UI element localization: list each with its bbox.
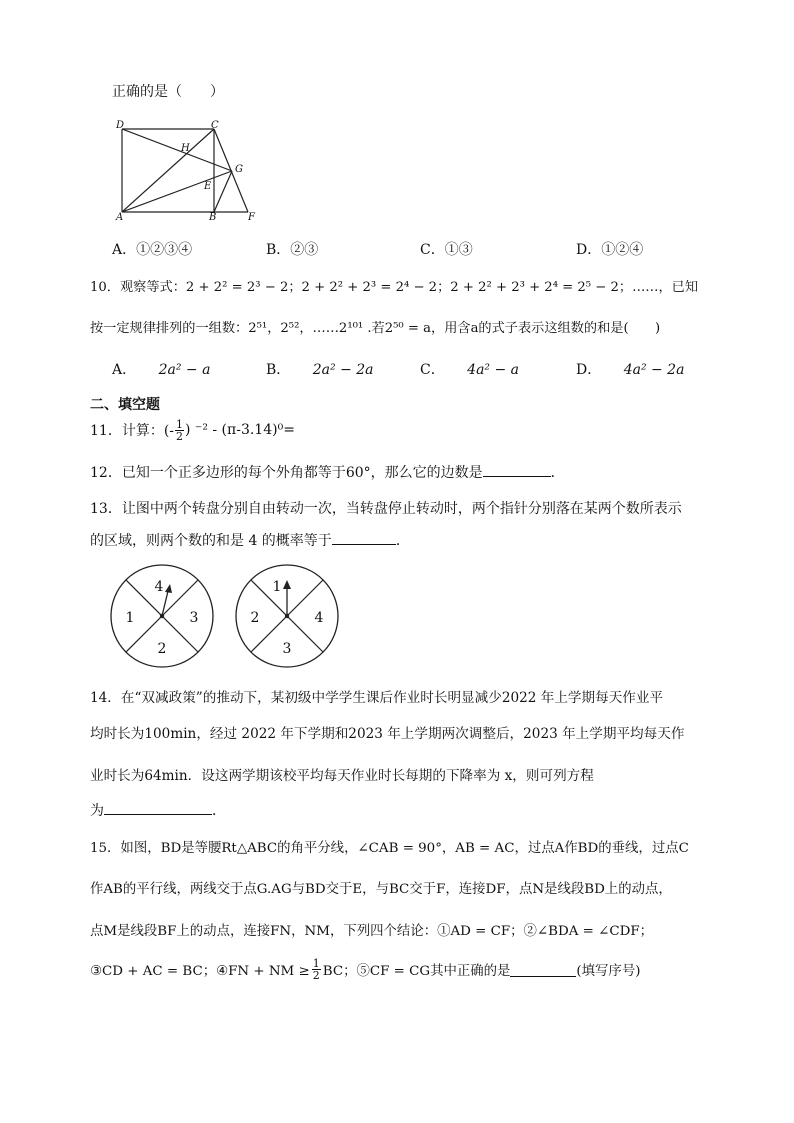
spinner-1-region-bottom: 2 (157, 641, 167, 657)
fraction-denominator: 2 (312, 968, 320, 982)
q15-line-4-b: BC；⑤CF = CG其中正确的是 (322, 963, 511, 979)
q15-answer-blank[interactable] (510, 962, 576, 977)
q13-end: ． (395, 533, 410, 549)
option-letter: C． (420, 362, 445, 378)
option-letter: A． (112, 362, 137, 378)
q15-line-3: 点M是线段BF上的动点，连接FN，NM，下列四个结论：①AD = CF；②∠BDA = ∠CDF； (90, 924, 654, 939)
label-b: B (209, 212, 217, 223)
q12-answer-blank[interactable] (483, 462, 551, 477)
q10-option-d (576, 359, 684, 379)
q10-option-b (266, 359, 374, 379)
spinner-1-region-top: 4 (154, 579, 164, 595)
option-letter: D． (576, 242, 602, 258)
q14-line-3: 业时长为64min．设这两学期该校平均每天作业时长每期的下降率为 x，则可列方程 (90, 768, 594, 784)
q12 (90, 462, 565, 482)
q10-line-1: 10．观察等式：2 + 2² = 2³ − 2；2 + 2² + 2³ = 2⁴ − 2；2 + 2² + 2³ + 2⁴ = 2⁵ − 2；……，已知 (90, 280, 699, 295)
q9-option-c (420, 239, 473, 259)
option-letter: D． (576, 362, 602, 378)
spinner-2-region-top: 1 (272, 579, 282, 595)
q9-option-b (266, 239, 318, 259)
spinner-2-region-right: 4 (314, 610, 324, 626)
q15-line-4-a: ③CD + AC = BC；④FN + NM ≥ (90, 963, 310, 979)
q14-end: ． (212, 803, 226, 819)
option-text: 4a² − 2a (623, 362, 685, 378)
label-f: F (248, 212, 255, 223)
option-letter: B． (266, 242, 291, 258)
q10-option-a (112, 359, 210, 379)
fraction-numerator: 1 (176, 417, 184, 431)
spinner-2-center-dot (285, 614, 289, 618)
spinner-2 (233, 562, 341, 670)
option-text: 4a² − a (467, 362, 520, 378)
q9-geometry-figure (108, 118, 268, 226)
segment-dg (122, 129, 232, 171)
q10-option-c (420, 359, 519, 379)
q15-line-4 (90, 952, 640, 986)
q10-line-2: 按一定规律排列的一组数：2⁵¹，2⁵²，……2¹⁰¹ .若2⁵⁰ = a，用含a的式子表示这组数的和是( ) (90, 321, 661, 336)
label-d: D (116, 120, 125, 131)
option-text: ②③ (290, 242, 319, 258)
option-text: 2a² − a (158, 362, 211, 378)
q15-line-2: 作AB的平行线，两线交于点G.AG与BD交于E，与BC交于F，连接DF，点N是线段BD上的动点， (90, 882, 672, 897)
fraction-numerator: 1 (312, 956, 320, 970)
label-a: A (116, 212, 124, 223)
q15-fraction (312, 958, 321, 981)
spinner-2-region-left: 2 (250, 610, 260, 626)
option-text: ①②④ (601, 242, 644, 258)
option-text: ①③ (444, 242, 473, 258)
q9-option-a (112, 239, 192, 259)
label-g: G (235, 164, 243, 175)
section-heading-fill-in: 二、填空题 (90, 397, 160, 413)
spinner-1-region-right: 3 (189, 610, 199, 626)
q9-option-d (576, 239, 643, 259)
segment-ac (122, 129, 214, 212)
q14-answer-blank[interactable] (104, 800, 212, 815)
option-letter: B． (266, 362, 291, 378)
option-text: 2a² − 2a (312, 362, 374, 378)
q14-line-1: 14．在“双减政策”的推动下，某初级中学学生课后作业时长明显减少2022 年上学期每天作业平 (90, 690, 664, 706)
spinner-1-center-dot (160, 614, 164, 618)
fraction-denominator: 2 (176, 429, 184, 443)
label-h: H (181, 143, 190, 154)
label-c: C (211, 120, 219, 131)
spinner-1 (108, 562, 216, 670)
q9-stem-tail: 正确的是（ ） (112, 84, 224, 100)
q14-line-2: 均时长为100min，经过 2022 年下学期和2023 年上学期两次调整后，2023 年上学期平均每天作 (90, 726, 685, 742)
q11-suffix: ) ⁻² - (π-3.14)⁰= (185, 422, 295, 438)
q13-line-1: 13．让图中两个转盘分别自由转动一次，当转盘停止转动时，两个指针分别落在某两个数所表示 (90, 501, 682, 517)
q15-line-1: 15．如图，BD是等腰Rt△ABC的角平分线，∠CAB = 90°，AB = AC，过点A作BD的垂线，过点C (90, 841, 689, 856)
segment-ag (122, 171, 232, 212)
option-letter: A． (112, 242, 137, 258)
option-letter: C． (420, 242, 445, 258)
q12-text: 12．已知一个正多边形的每个外角都等于60°，那么它的边数是 (90, 465, 483, 481)
spinner-1-arrowhead-icon (165, 584, 172, 593)
q15-end: (填写序号) (576, 963, 641, 979)
q14-line-4 (90, 800, 226, 820)
q12-end: ． (550, 465, 565, 481)
option-text: ①②③④ (136, 242, 193, 258)
q13-answer-blank[interactable] (332, 530, 396, 545)
spinner-2-arrowhead-icon (283, 580, 291, 589)
q13-text: 的区域，则两个数的和是 4 的概率等于 (90, 533, 332, 549)
q11-fraction (175, 419, 184, 442)
label-e: E (204, 181, 212, 192)
q11 (90, 416, 295, 444)
spinner-2-region-bottom: 3 (282, 641, 292, 657)
spinner-1-region-left: 1 (125, 610, 135, 626)
q14-prefix: 为 (90, 803, 104, 819)
q11-prefix: 11．计算：(- (90, 423, 175, 439)
q13-line-2 (90, 530, 410, 550)
